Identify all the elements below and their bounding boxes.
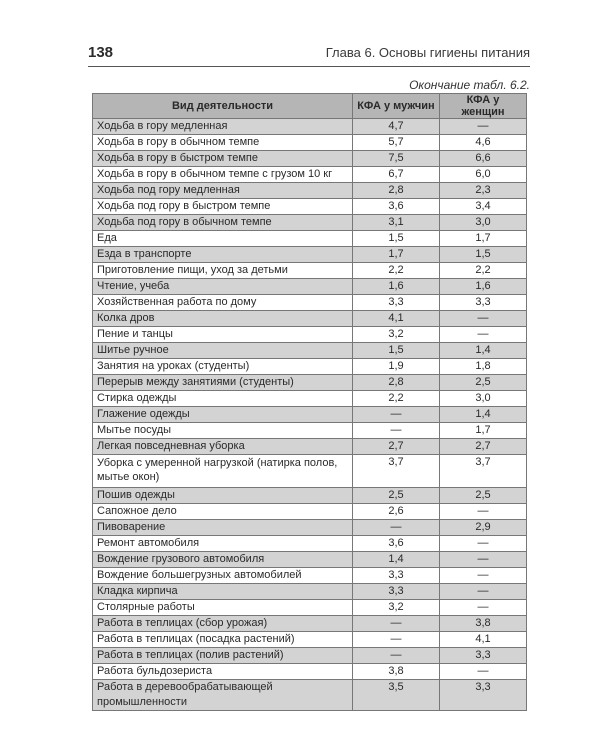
table-row	[93, 311, 527, 327]
male-coefficient-cell: 4,1	[353, 311, 440, 327]
female-coefficient-cell: —	[440, 600, 527, 616]
table-row	[93, 167, 527, 183]
table-row	[93, 231, 527, 247]
male-coefficient-cell: —	[353, 632, 440, 648]
female-coefficient-cell: —	[440, 584, 527, 600]
male-coefficient-cell: 3,8	[353, 664, 440, 680]
male-coefficient-cell: 3,3	[353, 568, 440, 584]
male-coefficient-cell: 2,2	[353, 263, 440, 279]
male-coefficient-cell: 1,4	[353, 552, 440, 568]
table-row	[93, 568, 527, 584]
column-header-female: КФА у женщин	[440, 94, 527, 119]
male-coefficient-cell: 3,3	[353, 584, 440, 600]
activity-cell: Кладка кирпича	[93, 584, 353, 600]
male-coefficient-cell: 3,7	[353, 455, 440, 488]
female-coefficient-cell: 1,5	[440, 247, 527, 263]
table-row	[93, 391, 527, 407]
activity-cell: Хозяйственная работа по дому	[93, 295, 353, 311]
female-coefficient-cell: 3,3	[440, 648, 527, 664]
table-row	[93, 215, 527, 231]
male-coefficient-cell: —	[353, 648, 440, 664]
female-coefficient-cell: 2,3	[440, 183, 527, 199]
activity-cell: Работа в теплицах (полив растений)	[93, 648, 353, 664]
table-row	[93, 263, 527, 279]
male-coefficient-cell: 2,8	[353, 183, 440, 199]
female-coefficient-cell: 4,6	[440, 135, 527, 151]
male-coefficient-cell: —	[353, 616, 440, 632]
table-row	[93, 439, 527, 455]
activity-cell: Ремонт автомобиля	[93, 536, 353, 552]
female-coefficient-cell: 3,8	[440, 616, 527, 632]
activity-cell: Ходьба под гору в быстром темпе	[93, 199, 353, 215]
male-coefficient-cell: 7,5	[353, 151, 440, 167]
female-coefficient-cell: —	[440, 327, 527, 343]
table-row	[93, 407, 527, 423]
activity-cell: Шитье ручное	[93, 343, 353, 359]
male-coefficient-cell: 2,5	[353, 488, 440, 504]
activity-cell: Ходьба под гору в обычном темпе	[93, 215, 353, 231]
activity-cell: Легкая повседневная уборка	[93, 439, 353, 455]
female-coefficient-cell: 1,7	[440, 423, 527, 439]
table-row	[93, 151, 527, 167]
male-coefficient-cell: 3,5	[353, 680, 440, 711]
activity-cell: Колка дров	[93, 311, 353, 327]
female-coefficient-cell: —	[440, 552, 527, 568]
table-body	[93, 119, 527, 711]
male-coefficient-cell: 2,8	[353, 375, 440, 391]
activity-cell: Ходьба в гору в быстром темпе	[93, 151, 353, 167]
activity-cell: Ходьба в гору в обычном темпе	[93, 135, 353, 151]
table-row	[93, 119, 527, 135]
table-row	[93, 584, 527, 600]
table-caption: Окончание табл. 6.2.	[409, 78, 530, 92]
male-coefficient-cell: 2,6	[353, 504, 440, 520]
male-coefficient-cell: 1,5	[353, 343, 440, 359]
female-coefficient-cell: 1,4	[440, 407, 527, 423]
activity-cell: Столярные работы	[93, 600, 353, 616]
table-row	[93, 375, 527, 391]
female-coefficient-cell: 1,8	[440, 359, 527, 375]
activity-cell: Еда	[93, 231, 353, 247]
male-coefficient-cell: 5,7	[353, 135, 440, 151]
activity-cell: Уборка с умеренной нагрузкой (натирка полов, мытье окон)	[93, 455, 353, 488]
male-coefficient-cell: 1,7	[353, 247, 440, 263]
female-coefficient-cell: 3,4	[440, 199, 527, 215]
table-row	[93, 680, 527, 711]
activity-cell: Глажение одежды	[93, 407, 353, 423]
table-row	[93, 536, 527, 552]
male-coefficient-cell: 1,6	[353, 279, 440, 295]
female-coefficient-cell: 3,0	[440, 215, 527, 231]
female-coefficient-cell: —	[440, 504, 527, 520]
activity-cell: Ходьба в гору медленная	[93, 119, 353, 135]
male-coefficient-cell: —	[353, 520, 440, 536]
female-coefficient-cell: 1,7	[440, 231, 527, 247]
activity-cell: Занятия на уроках (студенты)	[93, 359, 353, 375]
female-coefficient-cell: 6,0	[440, 167, 527, 183]
table-row	[93, 616, 527, 632]
activity-cell: Работа в теплицах (сбор урожая)	[93, 616, 353, 632]
male-coefficient-cell: 4,7	[353, 119, 440, 135]
male-coefficient-cell: 2,7	[353, 439, 440, 455]
male-coefficient-cell: —	[353, 423, 440, 439]
female-coefficient-cell: 1,4	[440, 343, 527, 359]
page-number: 138	[88, 44, 114, 61]
table-row	[93, 504, 527, 520]
male-coefficient-cell: 3,2	[353, 600, 440, 616]
male-coefficient-cell: 3,3	[353, 295, 440, 311]
table-row	[93, 359, 527, 375]
male-coefficient-cell: 1,5	[353, 231, 440, 247]
male-coefficient-cell: —	[353, 407, 440, 423]
table-row	[93, 648, 527, 664]
female-coefficient-cell: 3,0	[440, 391, 527, 407]
running-title: Глава 6. Основы гигиены питания	[325, 45, 530, 60]
activity-cell: Перерыв между занятиями (студенты)	[93, 375, 353, 391]
page-header	[88, 42, 530, 67]
activity-cell: Пивоварение	[93, 520, 353, 536]
female-coefficient-cell: —	[440, 568, 527, 584]
activity-coefficient-table	[92, 93, 527, 711]
table-row	[93, 247, 527, 263]
female-coefficient-cell: —	[440, 664, 527, 680]
activity-cell: Стирка одежды	[93, 391, 353, 407]
female-coefficient-cell: 2,5	[440, 488, 527, 504]
table-header-row	[93, 94, 527, 119]
activity-cell: Работа в деревообрабатывающей промышленности	[93, 680, 353, 711]
female-coefficient-cell: 3,3	[440, 295, 527, 311]
column-header-male: КФА у мужчин	[353, 94, 440, 119]
table-row	[93, 135, 527, 151]
male-coefficient-cell: 6,7	[353, 167, 440, 183]
activity-cell: Сапожное дело	[93, 504, 353, 520]
female-coefficient-cell: 3,3	[440, 680, 527, 711]
table-row	[93, 295, 527, 311]
activity-cell: Вождение большегрузных автомобилей	[93, 568, 353, 584]
table-row	[93, 520, 527, 536]
female-coefficient-cell: 4,1	[440, 632, 527, 648]
male-coefficient-cell: 3,6	[353, 536, 440, 552]
female-coefficient-cell: 2,7	[440, 439, 527, 455]
male-coefficient-cell: 2,2	[353, 391, 440, 407]
table-row	[93, 279, 527, 295]
female-coefficient-cell: —	[440, 119, 527, 135]
activity-cell: Ходьба в гору в обычном темпе с грузом 10 кг	[93, 167, 353, 183]
table-row	[93, 183, 527, 199]
table-row	[93, 343, 527, 359]
female-coefficient-cell: 2,5	[440, 375, 527, 391]
table-row	[93, 488, 527, 504]
male-coefficient-cell: 1,9	[353, 359, 440, 375]
activity-cell: Чтение, учеба	[93, 279, 353, 295]
activity-cell: Пение и танцы	[93, 327, 353, 343]
activity-cell: Приготовление пищи, уход за детьми	[93, 263, 353, 279]
table-row	[93, 632, 527, 648]
male-coefficient-cell: 3,1	[353, 215, 440, 231]
male-coefficient-cell: 3,6	[353, 199, 440, 215]
female-coefficient-cell: 2,9	[440, 520, 527, 536]
activity-cell: Езда в транспорте	[93, 247, 353, 263]
table-row	[93, 552, 527, 568]
female-coefficient-cell: 1,6	[440, 279, 527, 295]
activity-cell: Мытье посуды	[93, 423, 353, 439]
female-coefficient-cell: —	[440, 536, 527, 552]
activity-cell: Пошив одежды	[93, 488, 353, 504]
table-row	[93, 455, 527, 488]
female-coefficient-cell: 6,6	[440, 151, 527, 167]
table-row	[93, 423, 527, 439]
activity-cell: Работа в теплицах (посадка растений)	[93, 632, 353, 648]
column-header-activity: Вид деятельности	[93, 94, 353, 119]
female-coefficient-cell: 3,7	[440, 455, 527, 488]
female-coefficient-cell: 2,2	[440, 263, 527, 279]
female-coefficient-cell: —	[440, 311, 527, 327]
table-row	[93, 600, 527, 616]
activity-cell: Работа бульдозериста	[93, 664, 353, 680]
activity-cell: Вождение грузового автомобиля	[93, 552, 353, 568]
male-coefficient-cell: 3,2	[353, 327, 440, 343]
table-row	[93, 327, 527, 343]
table-row	[93, 664, 527, 680]
activity-cell: Ходьба под гору медленная	[93, 183, 353, 199]
table-row	[93, 199, 527, 215]
